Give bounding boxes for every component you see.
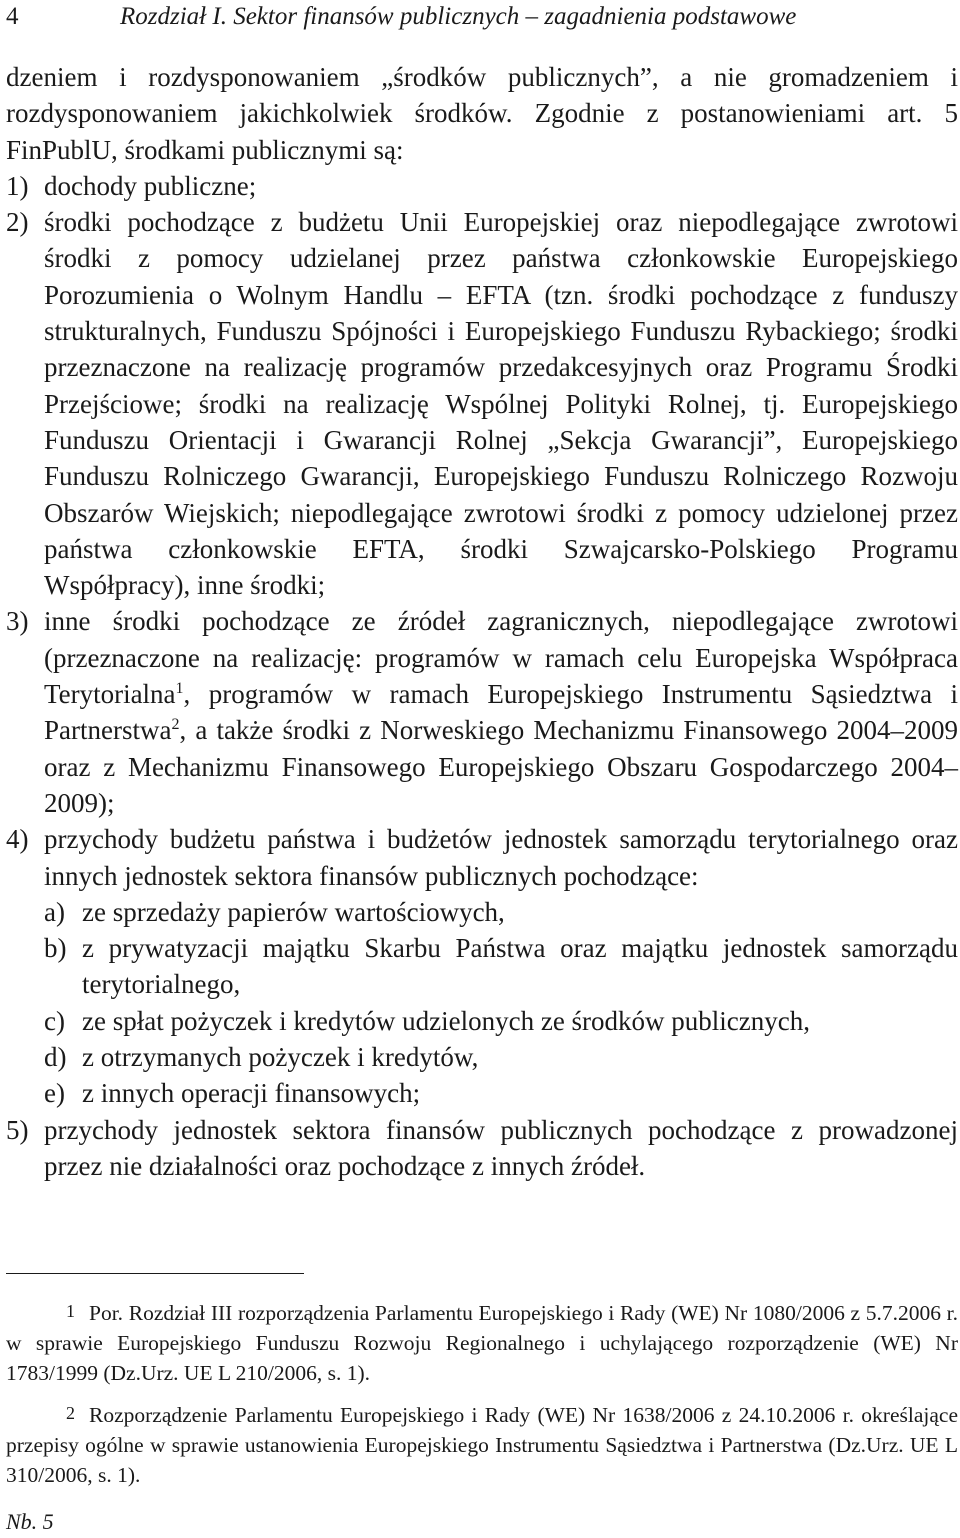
list-item-text: , programów w ramach Europejskiego Instrumentu Sąsiedztwa i Partnerstwa bbox=[44, 679, 958, 746]
footnote-divider bbox=[6, 1273, 304, 1274]
list-item-text: przychody budżetu państwa i budżetów jednostek samorządu terytorialnego oraz innych jednostek sektora finansów publicznych pochodzące: bbox=[44, 824, 958, 891]
list-item-2 bbox=[6, 204, 958, 603]
list-item-text: inne środki pochodzące ze źródeł zagranicznych, niepodlegające zwrotowi (przeznaczone na realizację: programów w ramach celu Europejska Współpraca Terytorialna bbox=[44, 606, 958, 710]
list-marker: 5) bbox=[6, 1114, 29, 1145]
body-text bbox=[6, 59, 958, 1184]
sub-item-text: z prywatyzacji majątku Skarbu Państwa oraz majątku jednostek samorządu terytorialnego, bbox=[82, 933, 958, 1000]
list-marker: 3) bbox=[6, 606, 29, 637]
list-item-4 bbox=[6, 821, 958, 1111]
list-item-3 bbox=[6, 603, 958, 821]
sub-marker: d) bbox=[44, 1042, 67, 1073]
intro-paragraph: dzeniem i rozdysponowaniem „środków publicznych”, a nie gromadzeniem i rozdysponowaniem jakichkolwiek środków. Zgodnie z postanowieniami art. 5 FinPublU, środkami publicznymi są: bbox=[6, 62, 958, 165]
footnotes bbox=[6, 1296, 958, 1500]
sub-marker: c) bbox=[44, 1005, 65, 1036]
footnote-text: Por. Rozdział III rozporządzenia Parlamentu Europejskiego i Rady (WE) Nr 1080/2006 z 5.7.2006 r. w sprawie Europejskiego Funduszu Rozwoju Regionalnego i uchylającego rozporządzenie (WE) Nr 1783/1999 (Dz.Urz. UE L 210/2006, s. 1). bbox=[6, 1301, 958, 1385]
footnote-2 bbox=[6, 1398, 958, 1490]
sub-item-a bbox=[44, 894, 958, 930]
list-marker: 2) bbox=[6, 207, 29, 238]
sub-marker: e) bbox=[44, 1078, 65, 1109]
sub-item-e bbox=[44, 1075, 958, 1111]
footnote-1 bbox=[6, 1296, 958, 1388]
list-item-1 bbox=[6, 168, 958, 204]
sub-item-text: ze spłat pożyczek i kredytów udzielonych ze środków publicznych, bbox=[82, 1005, 810, 1036]
footnote-ref-1[interactable]: 1 bbox=[175, 680, 184, 698]
sub-item-c bbox=[44, 1003, 958, 1039]
footnote-number: 1 bbox=[66, 1301, 75, 1321]
list-item-text: dochody publiczne; bbox=[44, 170, 257, 201]
sub-marker: a) bbox=[44, 896, 65, 927]
sublist bbox=[44, 894, 958, 1112]
footnote-number: 2 bbox=[66, 1403, 75, 1423]
margin-number: Nb. 5 bbox=[6, 1509, 54, 1534]
list-item-text: , a także środki z Norweskiego Mechanizmu Finansowego 2004–2009 oraz z Mechanizmu Finansowego Europejskiego Obszaru Gospodarczego 2004–2009); bbox=[44, 715, 958, 818]
sub-marker: b) bbox=[44, 933, 67, 964]
page-number: 4 bbox=[6, 3, 19, 30]
list-item-text: środki pochodzące z budżetu Unii Europejskiej oraz niepodlegające zwrotowi środki z pomocy udzielanej przez państwa członkowskie Europejskiego Porozumienia o Wolnym Handlu – EFTA (tzn. środki pochodzące z funduszy strukturalnych, Funduszu Spójności i Europejskiego Funduszu Rybackiego; środki przeznaczone na realizację programów przedakcesyjnych oraz Programu Środki Przejściowe; środki na realizację Wspólnej Polityki Rolnej, tj. Europejskiego Funduszu Orientacji i Gwarancji Rolnej „Sekcja Gwarancji”, Europejskiego Funduszu Rolniczego Gwarancji, Europejskiego Funduszu Rolniczego Rozwoju Obszarów Wiejskich; niepodlegające zwrotowi środki z pomocy udzielonej przez państwa członkowskie EFTA, środki Szwajcarsko-Polskiego Programu Współpracy), inne środki; bbox=[44, 207, 958, 601]
list-item-text: przychody jednostek sektora finansów publicznych pochodzące z prowadzonej przez nie działalności oraz pochodzące z innych źródeł. bbox=[44, 1114, 958, 1181]
sub-item-text: z otrzymanych pożyczek i kredytów, bbox=[82, 1042, 479, 1073]
sub-item-text: ze sprzedaży papierów wartościowych, bbox=[82, 896, 505, 927]
sub-item-d bbox=[44, 1039, 958, 1075]
list-item-5 bbox=[6, 1112, 958, 1185]
sub-item-b bbox=[44, 930, 958, 1003]
running-title: Rozdział I. Sektor finansów publicznych – zagadnienia podstawowe bbox=[120, 3, 797, 30]
page-header bbox=[6, 2, 796, 32]
footnote-ref-2[interactable]: 2 bbox=[171, 716, 180, 734]
footnote-text: Rozporządzenie Parlamentu Europejskiego i Rady (WE) Nr 1638/2006 z 24.10.2006 r. określające przepisy ogólne w sprawie ustanowienia Europejskiego Instrumentu Sąsiedztwa i Partnerstwa (Dz.Urz. UE L 310/2006, s. 1). bbox=[6, 1403, 958, 1487]
public-funds-list bbox=[6, 168, 958, 1184]
list-marker: 4) bbox=[6, 824, 29, 855]
list-marker: 1) bbox=[6, 170, 29, 201]
sub-item-text: z innych operacji finansowych; bbox=[82, 1078, 421, 1109]
